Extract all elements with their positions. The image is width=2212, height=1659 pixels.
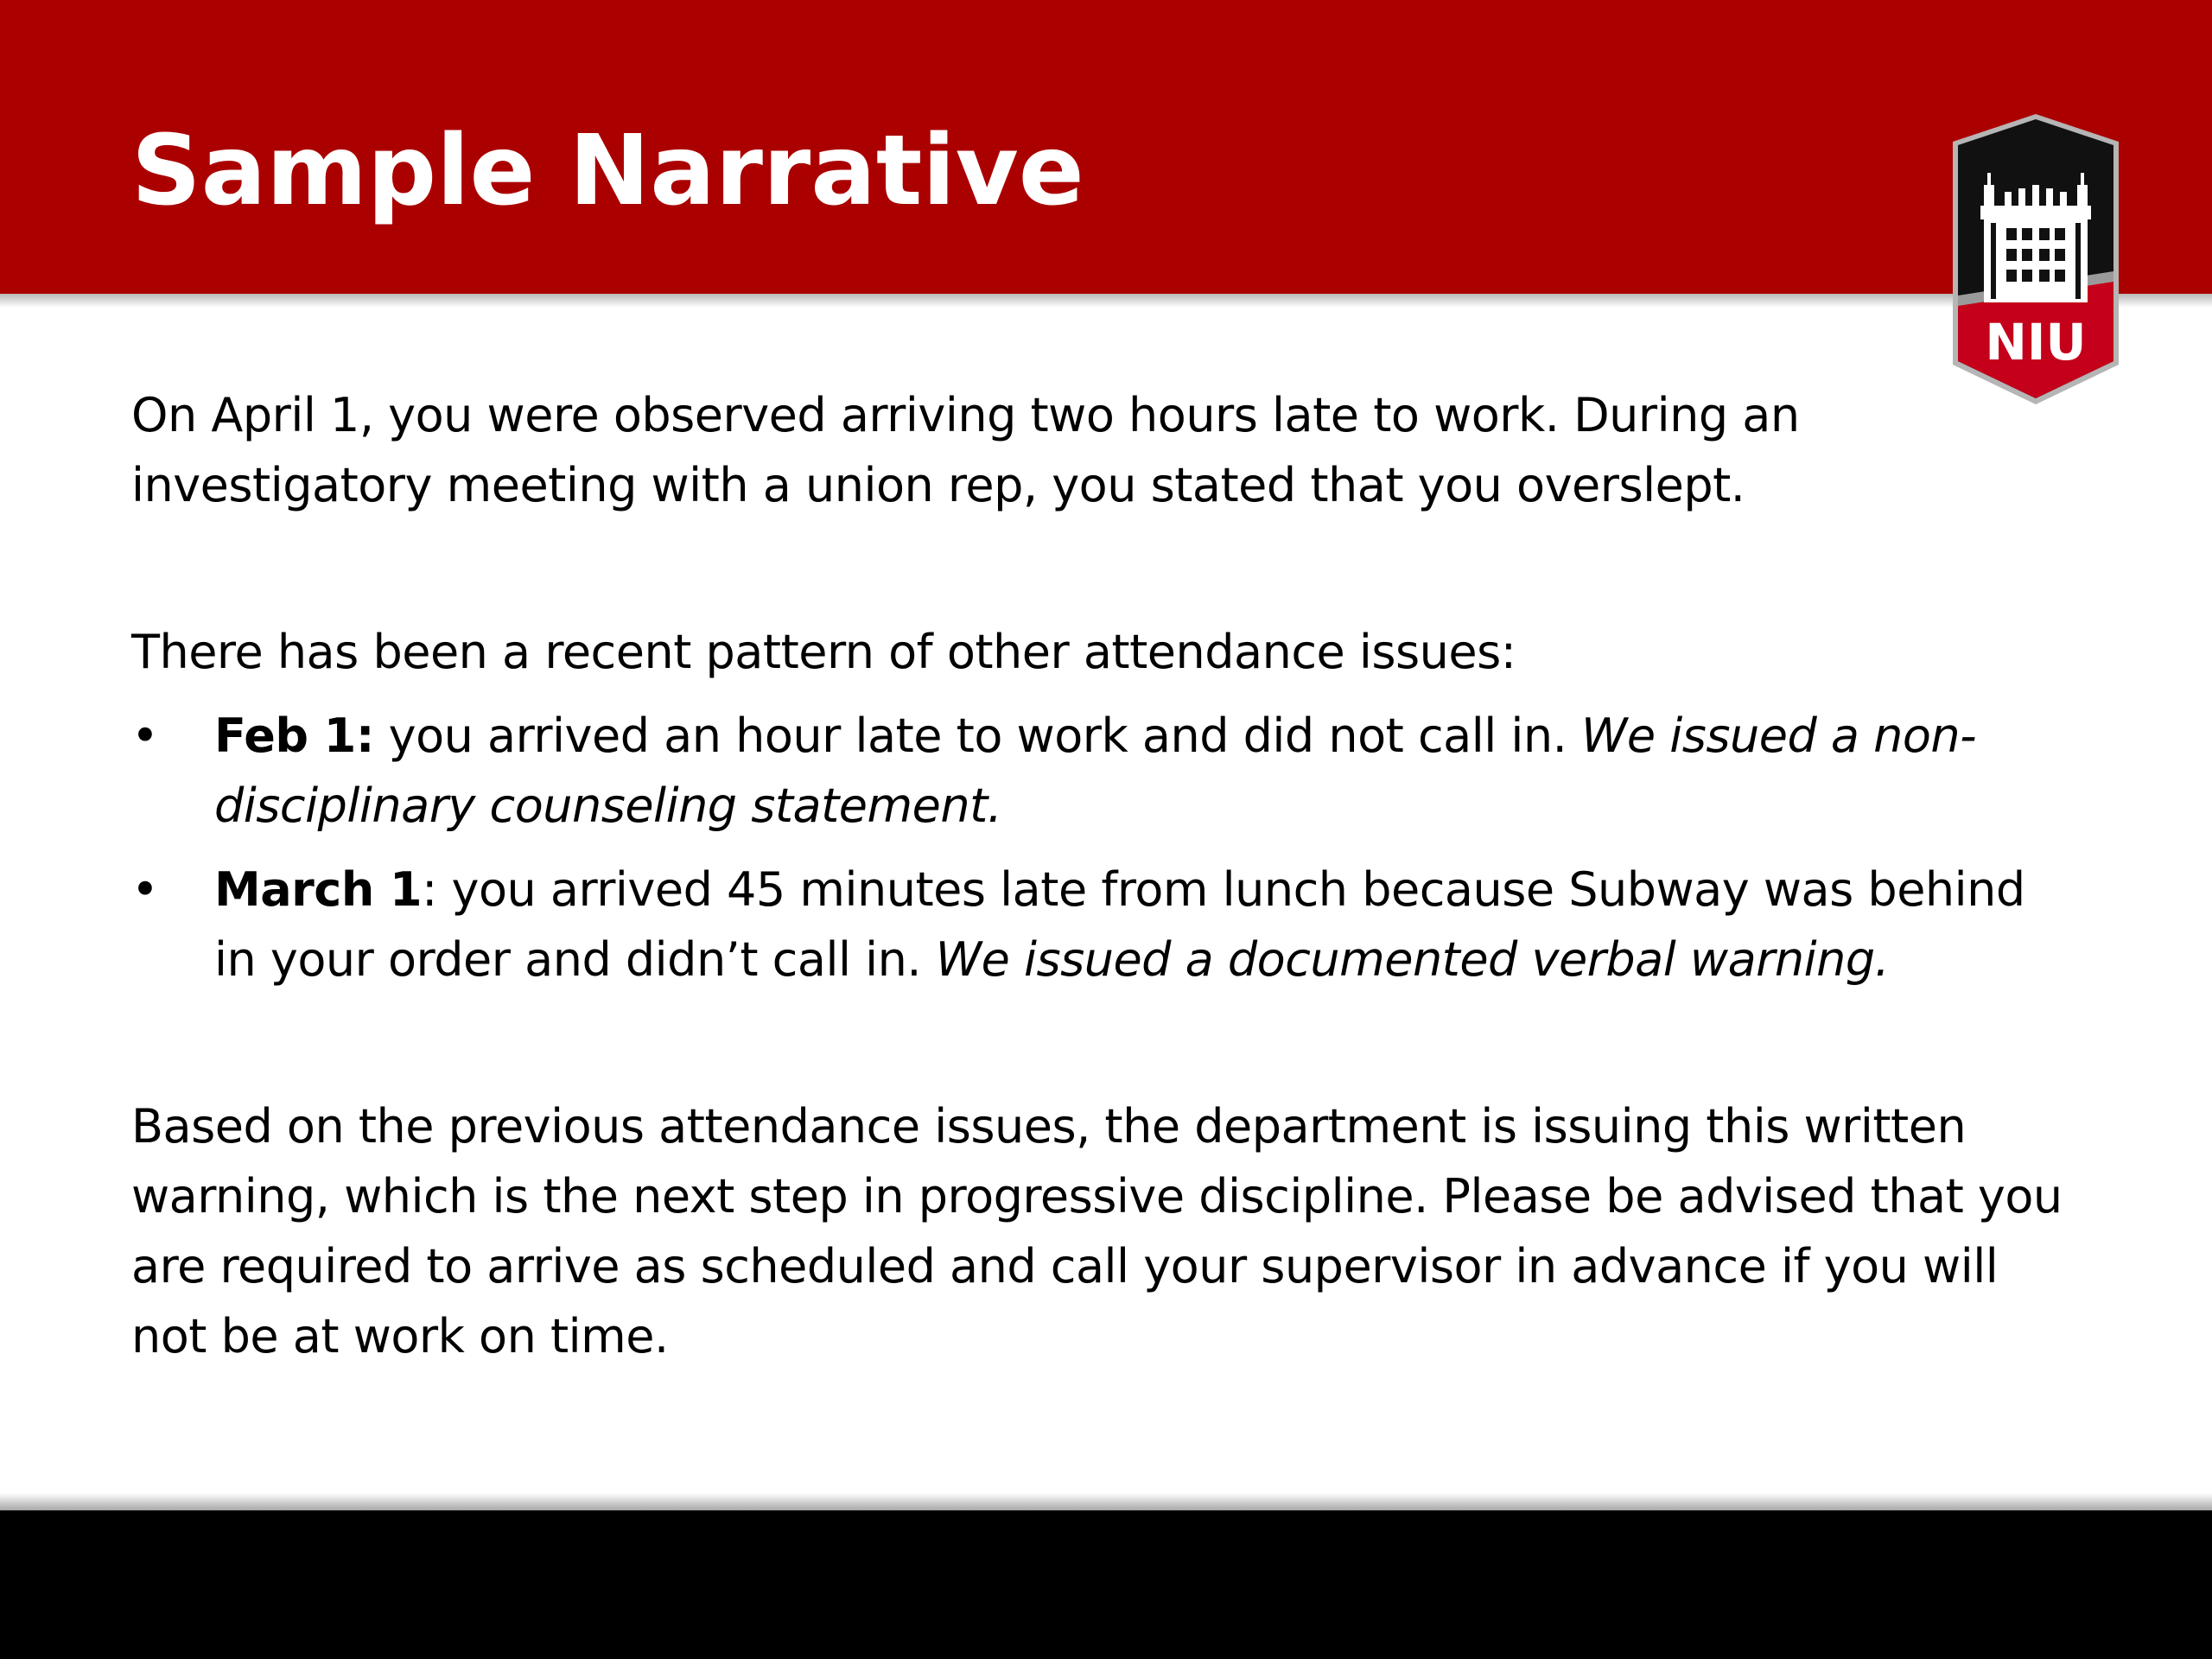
paragraph-written-warning: Based on the previous attendance issues, the department is issuing this written warning, which is the next step in progressive discipline. Please be advised that you are required to arrive as scheduled and call your supervisor in advance if you will not be at work on time.: [131, 1099, 2063, 1363]
header-shadow: [0, 294, 2212, 308]
list-item: [131, 855, 2075, 995]
issue-action: We issued a documented verbal warning.: [935, 932, 1890, 987]
attendance-issues-list: [131, 701, 2075, 995]
bullet-glyph: •: [131, 862, 159, 917]
niu-logo-icon: [1949, 111, 2122, 406]
issue-action: We issued a non-disciplinary counseling statement.: [214, 709, 1977, 833]
issue-date: Feb 1:: [214, 709, 374, 763]
issue-description: : you arrived 45 minutes late from lunch because Subway was behind in your order and didn’t call in.: [214, 862, 2025, 987]
slide-body: [131, 380, 2075, 1371]
bullet-glyph: •: [131, 709, 159, 763]
paragraph-incident: On April 1, you were observed arriving two hours late to work. During an investigatory meeting with a union rep, you stated that you overslept.: [131, 388, 1800, 512]
issue-date: March 1: [214, 862, 423, 917]
paragraph-pattern-intro: There has been a recent pattern of other attendance issues:: [131, 625, 1516, 679]
list-item: [131, 701, 2075, 841]
issue-description: you arrived an hour late to work and did not call in.: [373, 709, 1581, 763]
logo-wordmark: NIU: [1985, 313, 2087, 372]
slide-title: Sample Narrative: [131, 115, 1084, 227]
footer-bar: [0, 1510, 2212, 1659]
footer-shadow: [0, 1493, 2212, 1510]
